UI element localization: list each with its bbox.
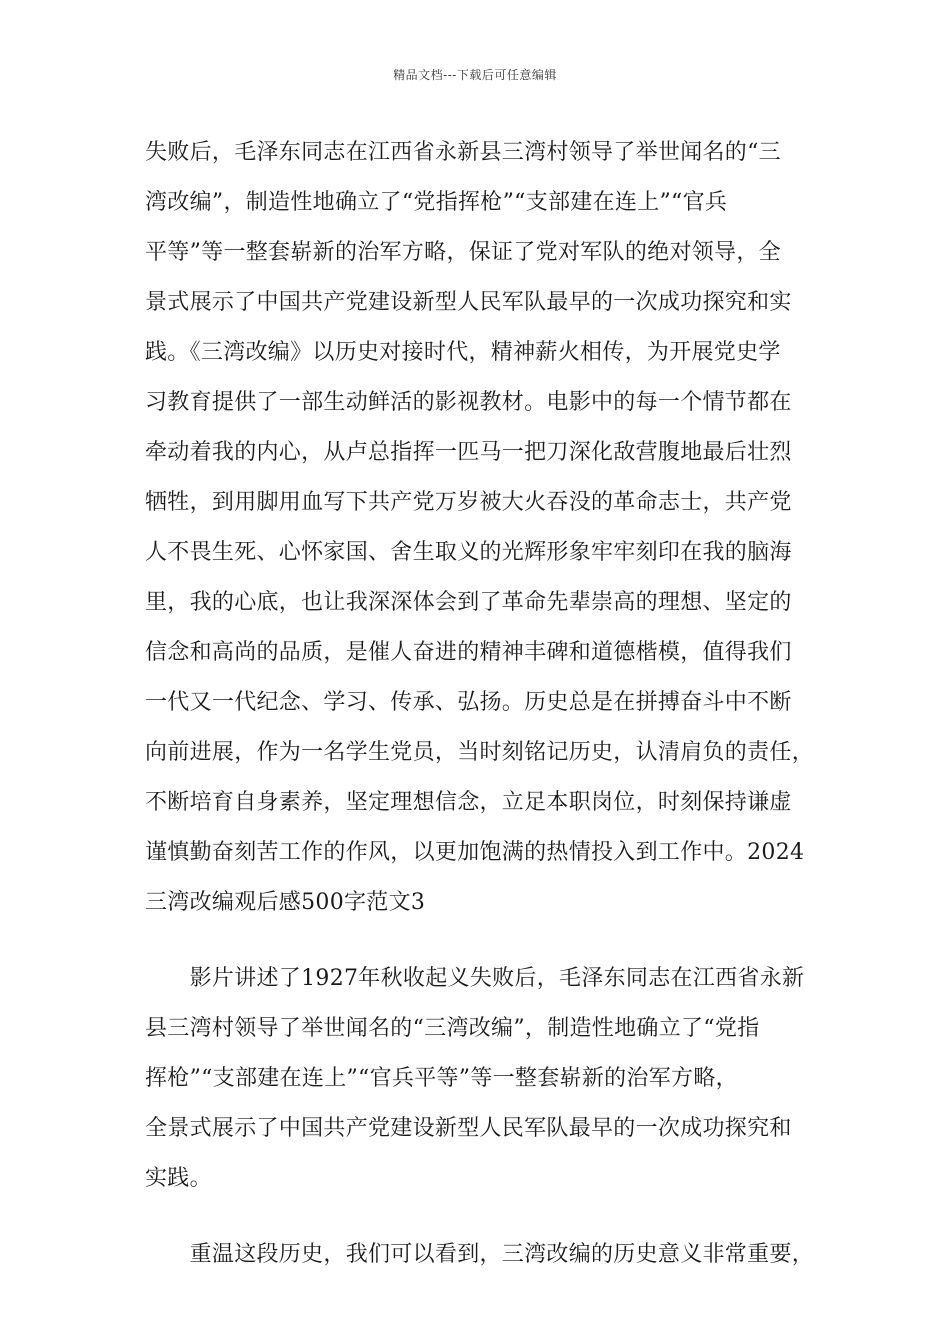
text-line: 里，我的心底，也让我深深体会到了革命先辈崇高的理想、坚定的 bbox=[145, 590, 792, 615]
text-line: 失败后，毛泽东同志在江西省永新县三湾村领导了举世闻名的“三 bbox=[145, 140, 781, 165]
text-line: 景式展示了中国共产党建设新型人民军队最早的一次成功探究和实 bbox=[145, 290, 792, 315]
text-line: 实践。 bbox=[145, 1166, 212, 1191]
paragraph-1 bbox=[145, 128, 825, 928]
paragraph-spacer bbox=[145, 928, 825, 954]
text-line: 牵动着我的内心，从卢总指挥一匹马一把刀深化敌营腹地最后壮烈 bbox=[145, 440, 792, 465]
text-line: 谨慎勤奋刻苦工作的作风，以更加饱满的热情投入到工作中。2024 bbox=[145, 840, 805, 865]
text-line: 全景式展示了中国共产党建设新型人民军队最早的一次成功探究和 bbox=[145, 1116, 792, 1141]
paragraph-spacer bbox=[145, 1204, 825, 1230]
text-line: 一代又一代纪念、学习、传承、弘扬。历史总是在拼搏奋斗中不断 bbox=[145, 690, 792, 715]
document-body bbox=[145, 128, 825, 1280]
text-line: 人不畏生死、心怀家国、舍生取义的光辉形象牢牢刻印在我的脑海 bbox=[145, 540, 792, 565]
text-line: 践。《三湾改编》以历史对接时代，精神薪火相传，为开展党史学 bbox=[145, 340, 781, 365]
text-line: 平等”等一整套崭新的治军方略，保证了党对军队的绝对领导，全 bbox=[145, 240, 781, 265]
paragraph-2 bbox=[145, 954, 825, 1204]
text-line: 习教育提供了一部生动鲜活的影视教材。电影中的每一个情节都在 bbox=[145, 390, 792, 415]
paragraph-3 bbox=[145, 1230, 825, 1280]
text-line: 牺牲，到用脚用血写下共产党万岁被大火吞没的革命志士，共产党 bbox=[145, 490, 792, 515]
text-line: 三湾改编观后感500字范文3 bbox=[145, 890, 426, 915]
text-line: 重温这段历史，我们可以看到，三湾改编的历史意义非常重要， bbox=[145, 1242, 815, 1267]
text-line: 县三湾村领导了举世闻名的“三湾改编”，制造性地确立了“党指 bbox=[145, 1016, 760, 1041]
text-line: 挥枪”“支部建在连上”“官兵平等”等一整套崭新的治军方略， bbox=[145, 1066, 738, 1091]
text-line: 信念和高尚的品质，是催人奋进的精神丰碑和道德楷模，值得我们 bbox=[145, 640, 792, 665]
text-line: 向前进展，作为一名学生党员，当时刻铭记历史，认清肩负的责任， bbox=[145, 740, 815, 765]
text-line: 湾改编”，制造性地确立了“党指挥枪”“支部建在连上”“官兵 bbox=[145, 190, 728, 215]
text-line: 不断培育自身素养，坚定理想信念，立足本职岗位，时刻保持谦虚 bbox=[145, 790, 792, 815]
text-line: 影片讲述了1927年秋收起义失败后，毛泽东同志在江西省永新 bbox=[145, 966, 805, 991]
page-header: 精品文档---下载后可任意编辑 bbox=[393, 68, 557, 82]
